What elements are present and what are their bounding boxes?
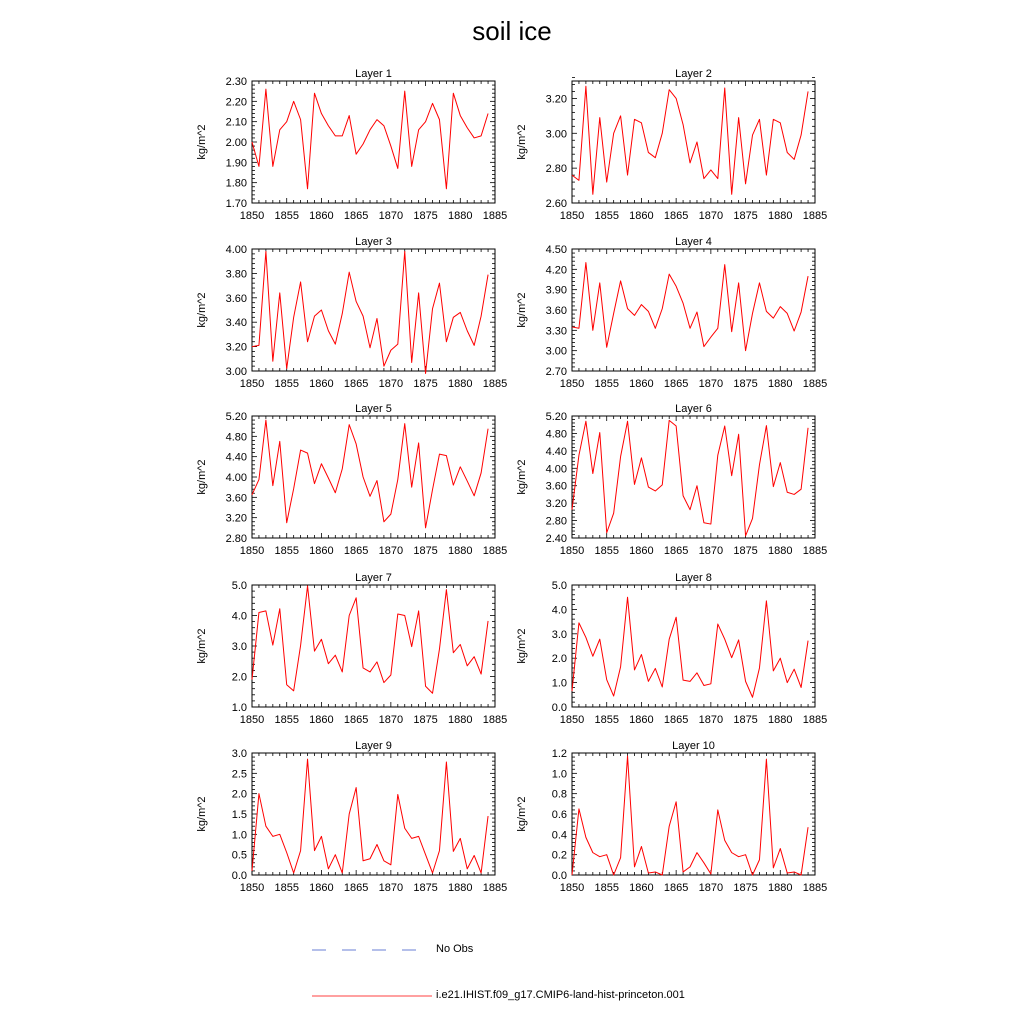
layer-6-xtick-label: 1860 [629,545,654,557]
layer-5-ytick-label: 3.20 [225,512,247,525]
layer-8-xtick-label: 1875 [733,714,758,726]
legend-obs-label: No Obs [436,943,474,955]
layer-8-ytick-label: 5.0 [551,580,567,592]
layer-9-ytick-label: 0.0 [231,870,247,882]
layer-7-xtick-label: 1885 [482,714,508,726]
layer-5-title: Layer 5 [355,403,392,415]
layer-3-xtick-label: 1850 [239,378,265,390]
layer-5-xtick-label: 1865 [343,545,369,557]
layer-5-frame [252,416,495,538]
layer-7-series-line [252,586,488,693]
layer-5-xtick-label: 1875 [413,545,438,557]
layer-4-ytick-label: 4.50 [545,244,567,256]
layer-5-ytick-label: 4.00 [225,472,247,484]
layer-4-xtick-label: 1850 [559,378,585,390]
layer-1-ytick-label: 2.30 [225,76,247,88]
layer-3-xtick-label: 1875 [413,378,438,390]
layer-8-xtick-label: 1870 [698,714,724,726]
layer-1-frame [252,81,495,203]
layer-3-series-line [252,251,488,373]
layer-10-xtick-label: 1865 [663,882,689,894]
layer-7-ytick-label: 5.0 [231,580,247,592]
layer-8-ytick-label: 1.0 [551,677,567,690]
layer-5-xtick-label: 1880 [448,545,473,557]
layer-8-title: Layer 8 [675,572,712,584]
layer-1-ylabel: kg/m^2 [196,124,208,160]
layer-10-ytick-label: 0.6 [551,809,567,821]
layer-5-xtick-label: 1885 [482,545,508,557]
layer-3-ytick-label: 3.00 [225,366,247,378]
layer-9-title: Layer 9 [355,740,392,752]
layer-1-panel [196,68,507,222]
layer-8-ytick-label: 0.0 [551,702,567,714]
layer-6-ytick-label: 3.20 [545,498,567,511]
layer-8-xtick-label: 1855 [594,714,619,726]
layer-6-panel [516,403,827,557]
layer-1-ytick-label: 2.10 [225,116,247,129]
page-title: soil ice [472,16,552,46]
layer-7-xtick-label: 1875 [413,714,438,726]
layer-2-panel [516,68,827,222]
layer-10-xtick-label: 1855 [594,882,619,894]
layer-6-ytick-label: 2.40 [545,533,567,545]
layer-4-ytick-label: 3.90 [545,284,567,297]
layer-1-series-line [252,89,488,189]
layer-2-title: Layer 2 [675,68,712,80]
layer-6-xtick-label: 1870 [698,545,724,557]
layer-9-ytick-label: 2.5 [231,768,247,781]
layer-8-ytick-label: 2.0 [551,653,567,666]
layer-4-ytick-label: 2.70 [545,366,567,378]
layer-10-xtick-label: 1860 [629,882,654,894]
layer-1-xtick-label: 1865 [343,210,369,222]
layer-1-ytick-label: 1.80 [225,177,247,190]
layer-6-ytick-label: 3.60 [545,480,567,493]
layer-8-ylabel: kg/m^2 [516,628,528,664]
layer-6-ytick-label: 4.40 [545,445,567,458]
layer-9-ytick-label: 1.5 [231,809,247,821]
layer-7-xtick-label: 1855 [274,714,299,726]
layer-4-series-line [572,263,808,351]
layer-4-title: Layer 4 [675,236,712,248]
layer-9-panel [196,740,507,894]
layer-6-ylabel: kg/m^2 [516,459,528,495]
layer-2-ytick-label: 3.00 [545,128,567,141]
layer-1-ytick-label: 2.20 [225,96,247,109]
layer-10-ytick-label: 0.2 [551,849,567,862]
layer-2-frame [572,81,815,203]
layer-5-panel [196,403,507,557]
layer-6-xtick-label: 1875 [733,545,758,557]
layer-2-xtick-label: 1850 [559,210,585,222]
layer-7-title: Layer 7 [355,572,392,584]
layer-8-panel [516,572,827,726]
layer-10-xtick-label: 1880 [768,882,793,894]
layer-6-xtick-label: 1885 [802,545,828,557]
layer-3-xtick-label: 1885 [482,378,508,390]
layer-4-xtick-label: 1855 [594,378,619,390]
layer-10-ytick-label: 0.8 [551,788,567,801]
layer-9-xtick-label: 1860 [309,882,334,894]
layer-1-xtick-label: 1855 [274,210,299,222]
layer-1-xtick-label: 1880 [448,210,473,222]
layer-5-xtick-label: 1870 [378,545,404,557]
layer-2-xtick-label: 1870 [698,210,724,222]
layer-1-xtick-label: 1885 [482,210,508,222]
layer-9-xtick-label: 1850 [239,882,265,894]
layer-9-xtick-label: 1855 [274,882,299,894]
layer-3-xtick-label: 1870 [378,378,404,390]
layer-1-xtick-label: 1870 [378,210,404,222]
layer-3-xtick-label: 1865 [343,378,369,390]
layer-3-ytick-label: 4.00 [225,244,247,256]
layer-4-ytick-label: 3.60 [545,305,567,317]
legend-model-swatch [312,990,434,1002]
layer-2-xtick-label: 1880 [768,210,793,222]
layer-6-ytick-label: 2.80 [545,515,567,528]
layer-9-ytick-label: 2.0 [231,788,247,801]
layer-9-xtick-label: 1875 [413,882,438,894]
layer-3-panel [196,236,507,390]
layer-3-title: Layer 3 [355,236,392,248]
layer-5-xtick-label: 1855 [274,545,299,557]
layer-5-series-line [252,420,488,528]
layer-9-series-line [252,759,488,873]
layer-5-xtick-label: 1850 [239,545,265,557]
layer-9-xtick-label: 1865 [343,882,369,894]
layer-4-xtick-label: 1875 [733,378,758,390]
layer-7-ytick-label: 2.0 [231,671,247,684]
layer-9-ytick-label: 1.0 [231,829,247,842]
layer-8-xtick-label: 1865 [663,714,689,726]
layer-7-ytick-label: 1.0 [231,702,247,714]
layer-5-ytick-label: 2.80 [225,533,247,545]
layer-4-xtick-label: 1880 [768,378,793,390]
layer-7-ylabel: kg/m^2 [196,628,208,664]
layer-6-xtick-label: 1865 [663,545,689,557]
layer-10-frame [572,753,815,875]
layer-6-xtick-label: 1880 [768,545,793,557]
layer-1-xtick-label: 1860 [309,210,334,222]
layer-1-ytick-label: 1.70 [225,198,247,210]
layer-7-ytick-label: 4.0 [231,610,247,623]
layer-1-title: Layer 1 [355,68,392,80]
layer-2-xtick-label: 1860 [629,210,654,222]
layer-3-ytick-label: 3.20 [225,341,247,354]
layer-4-xtick-label: 1870 [698,378,724,390]
layer-4-ytick-label: 3.00 [545,345,567,358]
layer-3-ytick-label: 3.40 [225,317,247,330]
layer-7-xtick-label: 1865 [343,714,369,726]
layer-2-ytick-label: 2.60 [545,198,567,210]
layer-7-panel [196,572,507,726]
layer-2-xtick-label: 1885 [802,210,828,222]
layer-8-xtick-label: 1850 [559,714,585,726]
layer-4-ytick-label: 3.30 [545,325,567,338]
layer-2-ylabel: kg/m^2 [516,124,528,160]
layer-3-xtick-label: 1860 [309,378,334,390]
layer-3-xtick-label: 1855 [274,378,299,390]
layer-7-xtick-label: 1860 [309,714,334,726]
layer-5-ytick-label: 5.20 [225,411,247,423]
layer-8-ytick-label: 4.0 [551,604,567,617]
layer-10-ytick-label: 1.2 [551,748,567,760]
layer-6-ytick-label: 4.80 [545,428,567,441]
layer-7-xtick-label: 1880 [448,714,473,726]
layer-2-ytick-label: 2.80 [545,163,567,176]
layer-3-ylabel: kg/m^2 [196,292,208,328]
layer-4-xtick-label: 1865 [663,378,689,390]
layer-2-xtick-label: 1855 [594,210,619,222]
layer-6-frame [572,416,815,538]
layer-2-series-line [572,86,808,194]
layer-10-title: Layer 10 [672,740,715,752]
layer-6-ytick-label: 4.00 [545,463,567,476]
layer-8-frame [572,585,815,707]
layer-7-ytick-label: 3.0 [231,641,247,653]
layer-5-xtick-label: 1860 [309,545,334,557]
layer-5-ytick-label: 3.60 [225,492,247,505]
layer-7-xtick-label: 1850 [239,714,265,726]
layer-9-ytick-label: 0.5 [231,849,247,862]
layer-4-xtick-label: 1885 [802,378,828,390]
layer-4-ytick-label: 4.20 [545,264,567,277]
layer-5-ytick-label: 4.80 [225,431,247,444]
layer-9-xtick-label: 1870 [378,882,404,894]
layer-6-title: Layer 6 [675,403,712,415]
layer-2-xtick-label: 1875 [733,210,758,222]
layer-10-ytick-label: 1.0 [551,768,567,781]
layer-2-ytick-label: 3.20 [545,93,567,106]
layer-7-xtick-label: 1870 [378,714,404,726]
legend-model-label: i.e21.IHIST.f09_g17.CMIP6-land-hist-princeton.001 [436,989,685,1001]
layer-5-ytick-label: 4.40 [225,451,247,464]
layer-9-ytick-label: 3.0 [231,748,247,760]
layer-8-xtick-label: 1880 [768,714,793,726]
layer-6-xtick-label: 1850 [559,545,585,557]
layer-5-ylabel: kg/m^2 [196,459,208,495]
layer-10-xtick-label: 1875 [733,882,758,894]
layer-4-panel [516,236,827,390]
layer-10-xtick-label: 1885 [802,882,828,894]
layer-1-ytick-label: 1.90 [225,157,247,170]
layer-1-xtick-label: 1850 [239,210,265,222]
layer-1-xtick-label: 1875 [413,210,438,222]
layer-9-xtick-label: 1880 [448,882,473,894]
layer-9-xtick-label: 1885 [482,882,508,894]
layer-3-ytick-label: 3.80 [225,268,247,281]
layer-8-series-line [572,597,808,697]
layer-1-ytick-label: 2.00 [225,137,247,149]
layer-6-ytick-label: 5.20 [545,411,567,423]
layer-4-xtick-label: 1860 [629,378,654,390]
layer-8-xtick-label: 1885 [802,714,828,726]
layer-4-ylabel: kg/m^2 [516,292,528,328]
layer-10-xtick-label: 1850 [559,882,585,894]
layer-6-xtick-label: 1855 [594,545,619,557]
legend-obs-swatch [312,944,424,956]
layer-8-xtick-label: 1860 [629,714,654,726]
layer-6-series-line [572,420,808,535]
layer-3-ytick-label: 3.60 [225,292,247,305]
layer-8-ytick-label: 3.0 [551,628,567,641]
layer-3-xtick-label: 1880 [448,378,473,390]
layer-10-panel [516,740,827,894]
layer-10-ytick-label: 0.4 [551,829,567,842]
layer-9-ylabel: kg/m^2 [196,796,208,832]
layer-10-series-line [572,756,808,875]
layer-10-xtick-label: 1870 [698,882,724,894]
layer-10-ytick-label: 0.0 [551,870,567,882]
layer-10-ylabel: kg/m^2 [516,796,528,832]
layer-2-xtick-label: 1865 [663,210,689,222]
